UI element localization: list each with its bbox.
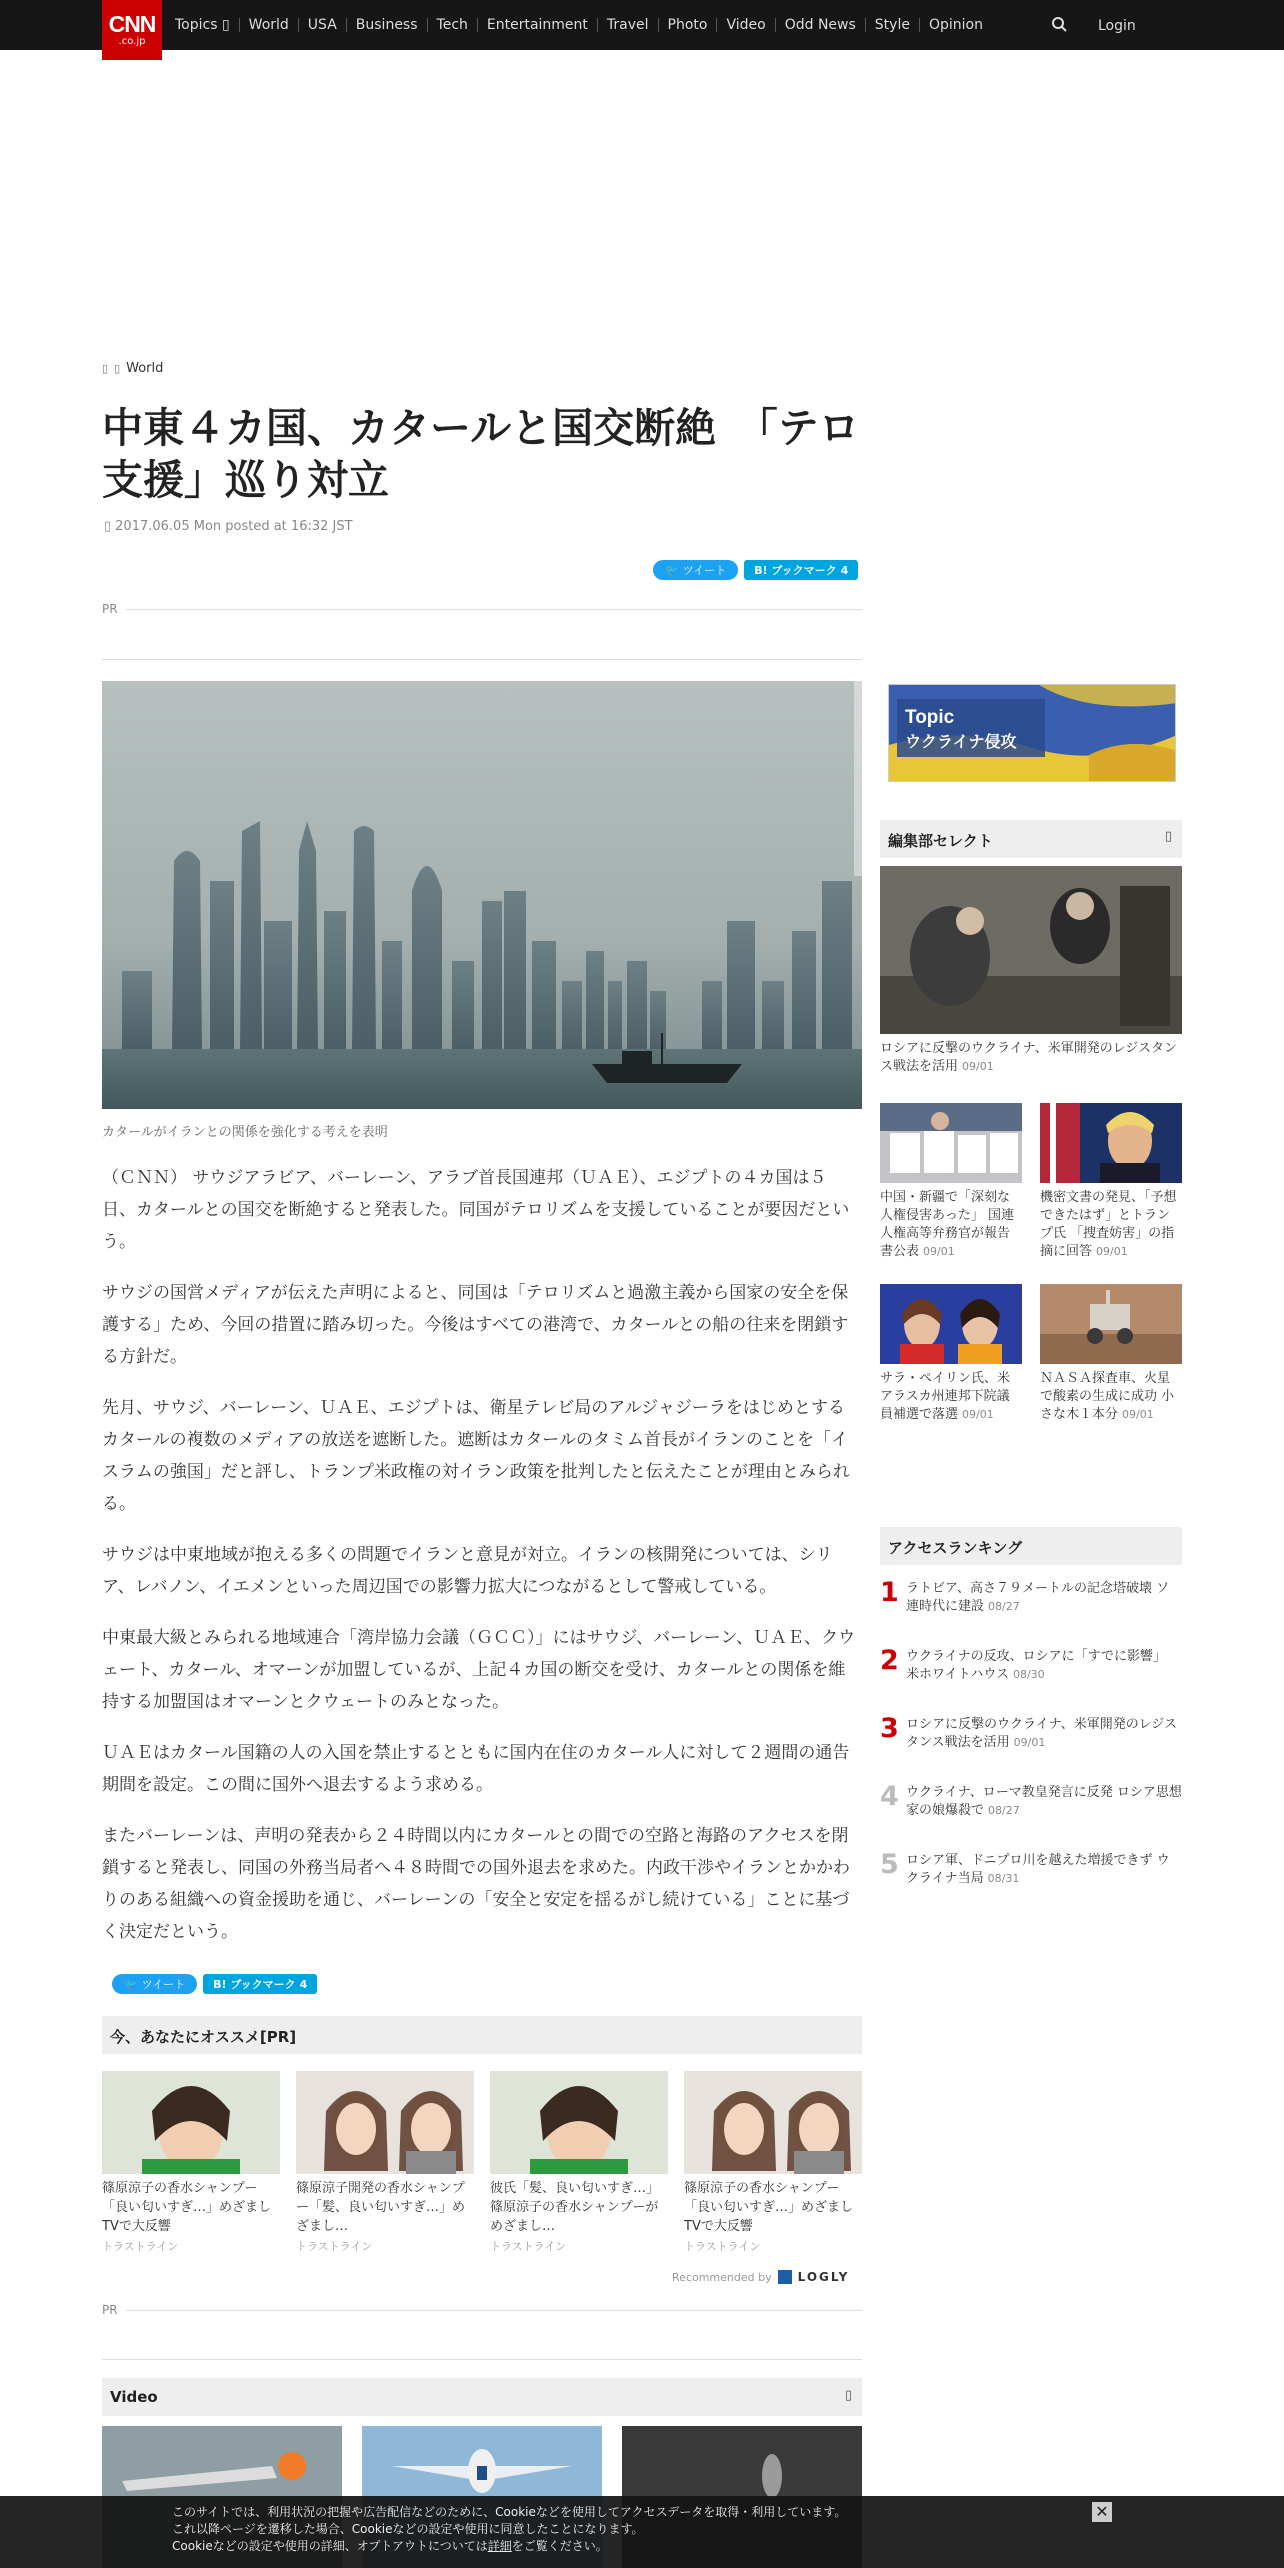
recommend-thumbnail xyxy=(102,2071,280,2174)
select-item[interactable] xyxy=(1040,1103,1182,1261)
rank-title: ウクライナ、ローマ教皇発言に反発 ロシア思想家の娘爆殺で xyxy=(906,1785,1182,1818)
recommended-by[interactable]: Recommended by LOGLY xyxy=(672,2270,850,2284)
recommend-item[interactable] xyxy=(102,2071,280,2254)
nav-item-video[interactable]: Video xyxy=(716,18,774,32)
recommend-title: 篠原涼子の香水シャンプー「良い匂いすぎ…」めざましTVで大反響 xyxy=(102,2181,272,2234)
article-paragraph: またバーレーンは、声明の発表から２４時間以内にカタールとの間での空路と海路のアクセスを閉鎖すると発表し、同国の外務当局者へ４８時間での国外退去を求めた。内政干渉やイランとかかわりのある組織への資金援助を通じ、バーレーンの「安全と安定を揺るがし続けている」ことに基づく決定だという。 xyxy=(102,1826,850,1942)
select-item[interactable] xyxy=(1040,1284,1182,1424)
recommend-thumbnail xyxy=(684,2071,862,2174)
article-paragraph: 中東最大級とみられる地域連合「湾岸協力会議（ＧＣＣ）」にはサウジ、バーレーン、ＵＡＥ、クウェート、カタール、オマーンが加盟しているが、上記４カ国の断交を受け、カタールとの関係を維持する加盟国はオマーンとクウェートのみとなった。 xyxy=(102,1628,856,1712)
editor-select-heading: 編集部セレクト ▯ xyxy=(880,820,1182,858)
select-thumbnail xyxy=(880,1284,1022,1364)
tweet-button[interactable]: 🐦 ツイート xyxy=(653,560,738,580)
select-item[interactable] xyxy=(880,866,1182,1076)
pr-divider: PR xyxy=(102,602,862,616)
select-title: サラ・ペイリン氏、米アラスカ州連邦下院議員補選で落選 xyxy=(880,1371,1011,1422)
login-link[interactable]: Login xyxy=(1098,18,1136,34)
home-icon[interactable]: ▯ xyxy=(102,362,109,375)
rank-title: ラトビア、高さ７９メートルの記念塔破壊 ソ連時代に建設 xyxy=(906,1581,1170,1614)
rank-date: 08/27 xyxy=(988,1804,1020,1817)
logo-subtext: .co.jp xyxy=(118,36,146,47)
recommend-source: トラストライン xyxy=(296,2240,373,2253)
article-date: 2017.06.05 Mon posted at 16:32 JST xyxy=(115,519,353,534)
nav-item-entertainment[interactable]: Entertainment xyxy=(477,18,597,32)
ranking-item[interactable] xyxy=(880,1782,1182,1820)
video-heading: Video ▯ xyxy=(102,2378,862,2416)
nav-item-world[interactable]: World xyxy=(239,18,298,32)
ranking-heading: アクセスランキング xyxy=(880,1527,1182,1565)
select-title: ロシアに反撃のウクライナ、米軍開発のレジスタンス戦法を活用 xyxy=(880,1041,1177,1074)
nav-item-topics[interactable]: Topics ▯ xyxy=(175,17,230,33)
hatena-bookmark-button[interactable]: B! ブックマーク 4 xyxy=(203,1974,317,1994)
rank-number: 4 xyxy=(880,1781,899,1812)
ranking-item[interactable] xyxy=(880,1646,1182,1684)
cookie-text-line1: このサイトでは、利用状況の把握や広告配信などのために、Cookieなどを使用してアクセスデータを取得・利用しています。 xyxy=(172,2505,847,2519)
recommend-item[interactable] xyxy=(684,2071,862,2254)
tweet-button[interactable]: 🐦 ツイート xyxy=(112,1974,197,1994)
select-date: 09/01 xyxy=(1122,1408,1154,1421)
cookie-banner: このサイトでは、利用状況の把握や広告配信などのために、Cookieなどを使用してアクセスデータを取得・利用しています。 これ以降ページを遷移した場合、Cookieなどの設定や使用に同意したことになります。 Cookieなどの設定や使用の詳細、オプトアウトについては詳細をご覧ください。 xyxy=(0,2496,1284,2568)
recommend-thumbnail xyxy=(296,2071,474,2174)
cookie-close-button[interactable]: ✕ xyxy=(1092,2502,1112,2522)
pr-divider: PR xyxy=(102,2303,862,2317)
photo-caption: カタールがイランとの関係を強化する考えを表明 xyxy=(102,1125,388,1140)
cookie-details-link[interactable]: 詳細 xyxy=(487,2539,512,2553)
nav-item-travel[interactable]: Travel xyxy=(597,18,658,32)
recommend-item[interactable] xyxy=(490,2071,668,2254)
select-item[interactable] xyxy=(880,1284,1022,1424)
select-title: 中国・新疆で「深刻な人権侵害あった」 国連人権高等弁務官が報告書公表 xyxy=(880,1190,1015,1259)
topic-label: Topic xyxy=(905,707,955,728)
top-navigation-bar xyxy=(0,0,1284,50)
select-date: 09/01 xyxy=(962,1408,994,1421)
rank-number: 5 xyxy=(880,1849,899,1880)
topic-banner[interactable] xyxy=(888,684,1176,782)
cookie-text-line3: Cookieなどの設定や使用の詳細、オプトアウトについては xyxy=(172,2539,488,2553)
select-date: 09/01 xyxy=(962,1060,994,1073)
rank-title: ロシア軍、ドニプロ川を越えた増援できず ウクライナ当局 xyxy=(906,1853,1170,1886)
recommend-title: 彼氏「髪、良い匂いすぎ…」篠原涼子の香水シャンプーがめざまし… xyxy=(490,2181,660,2234)
nav-item-tech[interactable]: Tech xyxy=(427,18,477,32)
recommend-title: 篠原涼子の香水シャンプー「良い匂いすぎ…」めざましTVで大反響 xyxy=(684,2181,854,2234)
chevron-icon: ▯ xyxy=(114,362,121,375)
cookie-text-line2: これ以降ページを遷移した場合、Cookieなどの設定や使用に同意したことになります。 xyxy=(172,2522,644,2536)
divider xyxy=(102,659,862,660)
recommend-source: トラストライン xyxy=(490,2240,567,2253)
article-paragraph: サウジは中東地域が抱える多くの問題でイランと意見が対立。イランの核開発については、シリア、レバノン、イエメンといった周辺国での影響力拡大につながるとして警戒している。 xyxy=(102,1545,833,1597)
ranking-item[interactable] xyxy=(880,1714,1182,1752)
nav-item-business[interactable]: Business xyxy=(346,18,427,32)
recommend-source: トラストライン xyxy=(102,2240,179,2253)
logo-text: CNN xyxy=(108,11,156,37)
rank-date: 08/27 xyxy=(988,1600,1020,1613)
rank-number: 2 xyxy=(880,1645,899,1676)
main-nav xyxy=(166,0,992,50)
select-date: 09/01 xyxy=(1096,1245,1128,1258)
rank-title: ウクライナの反攻、ロシアに「すでに影響」 米ホワイトハウス xyxy=(906,1649,1167,1682)
nav-item-photo[interactable]: Photo xyxy=(658,18,717,32)
select-title: 機密文書の発見、「予想できたはず」とトランプ氏 「捜査妨害」の指摘に回答 xyxy=(1040,1190,1177,1259)
ranking-item[interactable] xyxy=(880,1850,1182,1888)
rank-date: 08/30 xyxy=(1012,1668,1045,1681)
breadcrumb xyxy=(102,361,163,376)
select-date: 09/01 xyxy=(923,1245,955,1258)
search-icon[interactable] xyxy=(1050,15,1070,35)
rank-number: 3 xyxy=(880,1713,899,1744)
article-paragraph: ＵＡＥはカタール国籍の人の入国を禁止するとともに国内在住のカタール人に対して２週間の通告期間を設定。この間に国外へ退去するよう求める。 xyxy=(102,1743,850,1795)
twitter-icon: 🐦 xyxy=(124,1977,138,1991)
share-buttons-bottom xyxy=(112,1974,317,1994)
more-icon[interactable]: ▯ xyxy=(844,2388,852,2403)
recommend-thumbnail xyxy=(490,2071,668,2174)
recommend-item[interactable] xyxy=(296,2071,474,2254)
article-paragraph: 先月、サウジ、バーレーン、ＵＡＥ、エジプトは、衛星テレビ局のアルジャジーラをはじめとするカタールの複数のメディアの放送を遮断した。遮断はカタールのタミム首長がイランのことを「イスラムの強国」だと評し、トランプ米政権の対イラン政策を批判したと伝えたことが理由とみられる。 xyxy=(102,1398,850,1514)
nav-item-style[interactable]: Style xyxy=(865,18,919,32)
article-dateline xyxy=(104,519,353,534)
hatena-bookmark-button[interactable]: B! ブックマーク 4 xyxy=(744,560,858,580)
select-thumbnail xyxy=(1040,1103,1182,1183)
divider xyxy=(102,2359,862,2360)
rank-title: ロシアに反撃のウクライナ、米軍開発のレジスタンス戦法を活用 xyxy=(906,1717,1177,1750)
recommend-title: 篠原涼子開発の香水シャンプー「髪、良い匂いすぎ…」めざまし… xyxy=(296,2181,466,2234)
select-thumbnail xyxy=(880,1103,1022,1183)
logly-icon xyxy=(778,2270,792,2284)
twitter-icon: 🐦 xyxy=(665,563,679,577)
article-body xyxy=(102,1162,860,1967)
recommend-heading: 今、あなたにオススメ[PR] xyxy=(102,2016,862,2054)
topic-title: ウクライナ侵攻 xyxy=(905,732,1017,751)
nav-item-usa[interactable]: USA xyxy=(298,18,346,32)
nav-item-odd-news[interactable]: Odd News xyxy=(775,18,865,32)
article-paragraph: サウジの国営メディアが伝えた声明によると、同国は「テロリズムと過激主義から国家の安全を保護する」ため、今回の措置に踏み切った。今後はすべての港湾で、カタールとの船の往来を閉鎖する方針だ。 xyxy=(102,1283,849,1367)
rank-number: 1 xyxy=(880,1577,899,1608)
more-icon[interactable]: ▯ xyxy=(1164,829,1172,844)
recommend-source: トラストライン xyxy=(684,2240,761,2253)
article-title: 中東４カ国、カタールと国交断絶 「テロ支援」巡り対立 xyxy=(102,404,860,504)
select-item[interactable] xyxy=(880,1103,1022,1261)
rank-date: 08/31 xyxy=(987,1872,1020,1885)
logly-logo: LOGLY xyxy=(797,2270,850,2284)
select-title: ＮＡＳＡ探査車、火星で酸素の生成に成功 小さな木１本分 xyxy=(1040,1371,1175,1422)
rank-date: 09/01 xyxy=(1013,1736,1046,1749)
clock-icon: ▯ xyxy=(104,519,112,534)
article-paragraph: （ＣＮＮ） サウジアラビア、バーレーン、アラブ首長国連邦（ＵＡＥ）、エジプトの４カ国は５日、カタールとの国交を断絶すると発表した。同国がテロリズムを支援していることが要因だという。 xyxy=(102,1168,850,1252)
cnn-logo[interactable] xyxy=(102,0,162,60)
select-thumbnail xyxy=(1040,1284,1182,1364)
article-photo xyxy=(102,681,862,1109)
breadcrumb-section[interactable]: World xyxy=(126,361,164,376)
nav-item-opinion[interactable]: Opinion xyxy=(919,18,992,32)
select-thumbnail xyxy=(880,866,1182,1034)
ranking-item[interactable] xyxy=(880,1578,1182,1616)
share-buttons-top xyxy=(653,560,858,580)
